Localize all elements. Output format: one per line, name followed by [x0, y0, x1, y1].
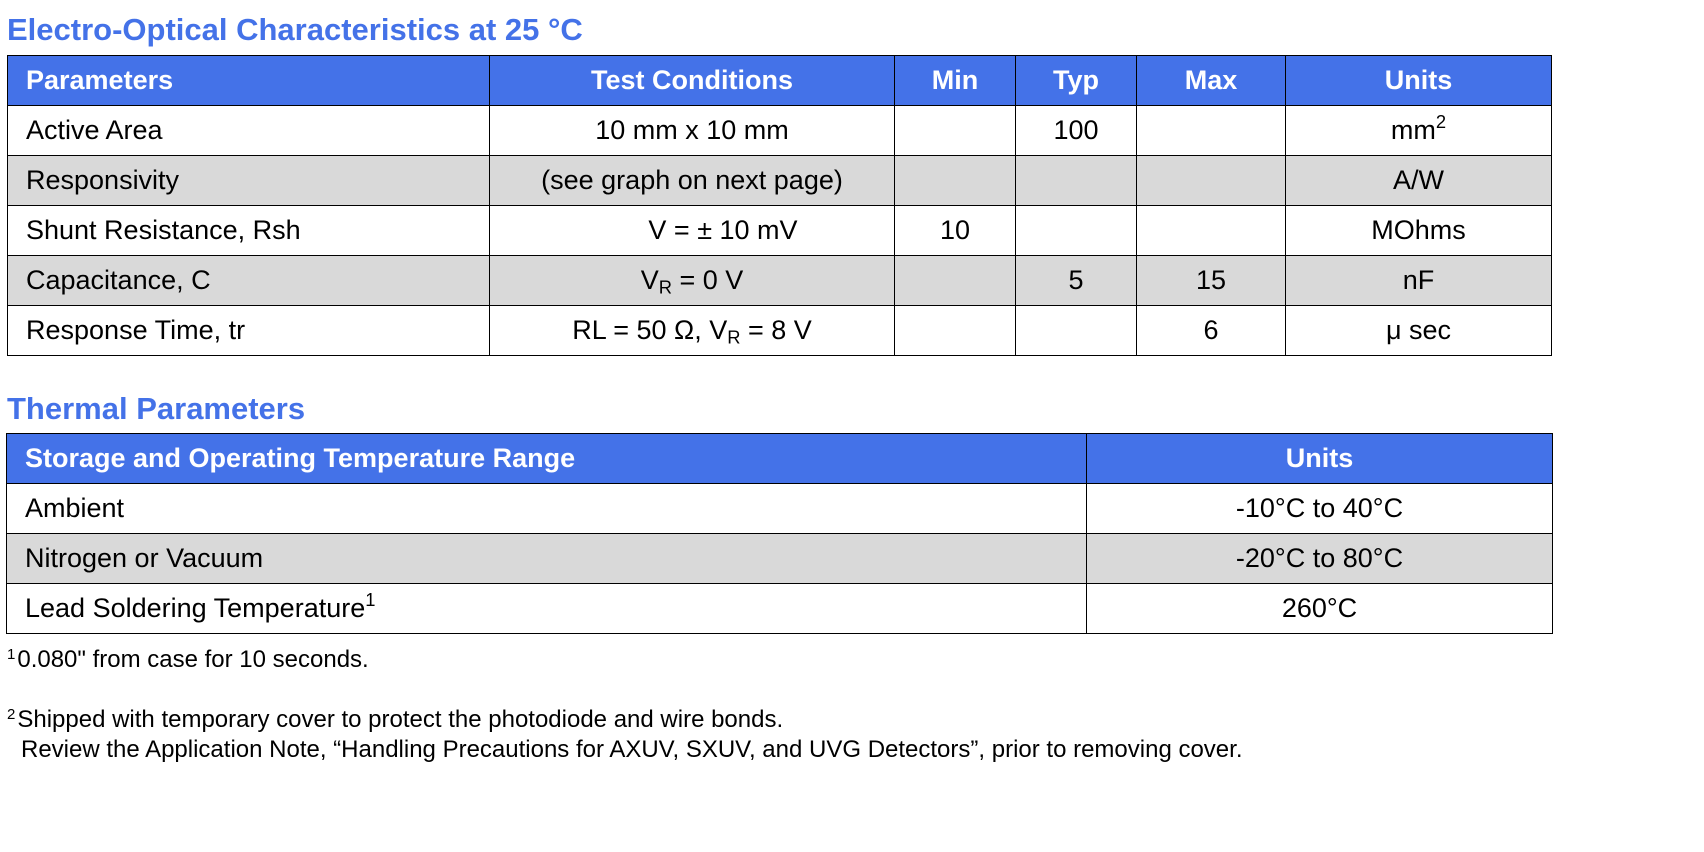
cell-label	[7, 584, 1087, 634]
cell-min	[895, 156, 1016, 206]
conditions-subscript: R	[658, 276, 672, 298]
cell-min	[895, 106, 1016, 156]
label-text: Lead Soldering Temperature	[25, 593, 366, 623]
footnote-mark: 1	[7, 646, 16, 663]
conditions-subscript: R	[727, 326, 741, 348]
cell-typ: 5	[1016, 256, 1137, 306]
cell-typ	[1016, 306, 1137, 356]
header-units: Units	[1087, 434, 1553, 484]
footnote-1	[7, 645, 369, 675]
footnote-text: Shipped with temporary cover to protect the photodiode and wire bonds.	[17, 706, 784, 733]
units-superscript: 2	[1435, 110, 1447, 132]
footnote-2	[7, 705, 1243, 765]
cell-parameter: Shunt Resistance, Rsh	[8, 206, 490, 256]
cell-conditions: V = ± 10 mV	[490, 206, 895, 256]
footnote-text-continued: Review the Application Note, “Handling Precautions for AXUV, SXUV, and UVG Detectors”, prior to removing cover.	[21, 736, 1243, 763]
thermal-parameters-title: Thermal Parameters	[7, 391, 306, 426]
cell-max: 15	[1137, 256, 1286, 306]
header-temperature-range: Storage and Operating Temperature Range	[7, 434, 1087, 484]
header-typ: Typ	[1016, 56, 1137, 106]
cell-value: -10°C to 40°C	[1087, 484, 1553, 534]
cell-label: Nitrogen or Vacuum	[7, 534, 1087, 584]
cell-typ: 100	[1016, 106, 1137, 156]
table-header-row	[7, 434, 1553, 484]
cell-label: Ambient	[7, 484, 1087, 534]
cell-units: A/W	[1286, 156, 1552, 206]
cell-max	[1137, 106, 1286, 156]
cell-value: 260°C	[1087, 584, 1553, 634]
cell-min	[895, 256, 1016, 306]
cell-units: MOhms	[1286, 206, 1552, 256]
thermal-parameters-table	[6, 433, 1553, 634]
header-parameters: Parameters	[8, 56, 490, 106]
cell-conditions	[490, 256, 895, 306]
cell-max	[1137, 206, 1286, 256]
cell-parameter: Response Time, tr	[8, 306, 490, 356]
electro-optical-table	[7, 55, 1552, 356]
table-row	[7, 484, 1553, 534]
cell-value: -20°C to 80°C	[1087, 534, 1553, 584]
cell-parameter: Active Area	[8, 106, 490, 156]
cell-max: 6	[1137, 306, 1286, 356]
cell-units: nF	[1286, 256, 1552, 306]
header-min: Min	[895, 56, 1016, 106]
electro-optical-title: Electro-Optical Characteristics at 25 °C	[7, 12, 583, 47]
cell-conditions: 10 mm x 10 mm	[490, 106, 895, 156]
cell-parameter: Responsivity	[8, 156, 490, 206]
table-row	[7, 584, 1553, 634]
cell-typ	[1016, 206, 1137, 256]
table-row	[8, 156, 1552, 206]
table-header-row	[8, 56, 1552, 106]
footnote-text: 0.080" from case for 10 seconds.	[17, 646, 369, 673]
table-row	[7, 534, 1553, 584]
cell-conditions	[490, 306, 895, 356]
header-max: Max	[1137, 56, 1286, 106]
conditions-suffix: = 0 V	[671, 265, 744, 295]
header-units: Units	[1286, 56, 1552, 106]
cell-parameter: Capacitance, C	[8, 256, 490, 306]
footnote-mark: 2	[7, 706, 16, 723]
footnote-ref: 1	[365, 588, 376, 610]
cell-conditions: (see graph on next page)	[490, 156, 895, 206]
table-row	[8, 206, 1552, 256]
cell-units	[1286, 106, 1552, 156]
conditions-prefix: V	[640, 265, 659, 295]
cell-units: μ sec	[1286, 306, 1552, 356]
table-row	[8, 256, 1552, 306]
cell-min	[895, 306, 1016, 356]
units-base: mm	[1390, 115, 1436, 145]
cell-max	[1137, 156, 1286, 206]
conditions-prefix: RL = 50 Ω, V	[572, 315, 728, 345]
cell-min: 10	[895, 206, 1016, 256]
cell-typ	[1016, 156, 1137, 206]
table-row	[8, 306, 1552, 356]
conditions-suffix: = 8 V	[740, 315, 812, 345]
table-row	[8, 106, 1552, 156]
header-test-conditions: Test Conditions	[490, 56, 895, 106]
